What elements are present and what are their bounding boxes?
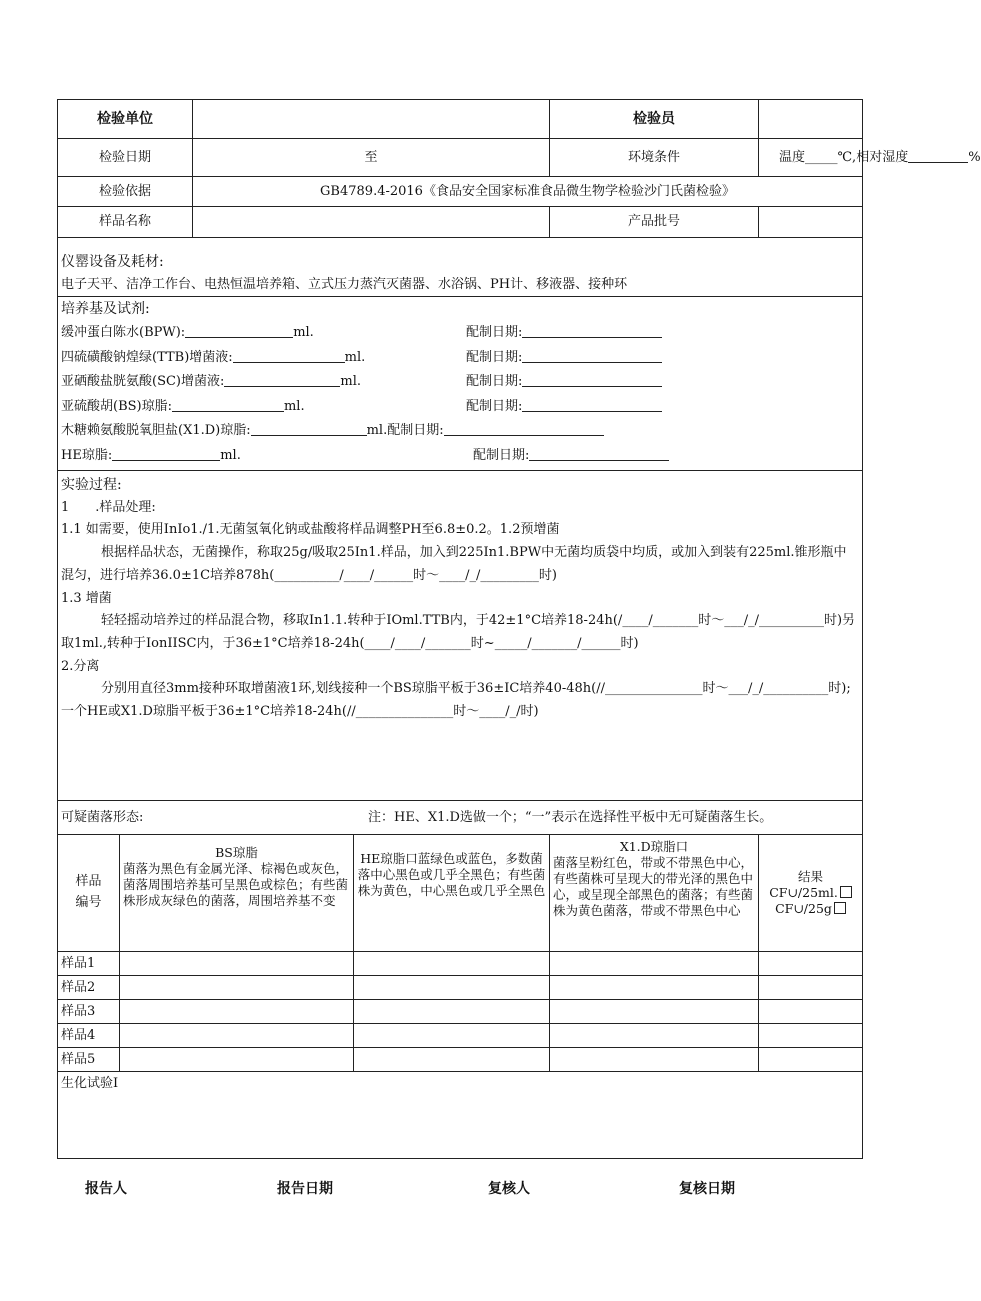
process-section	[58, 471, 863, 801]
media-title: 培养基及试剂:	[61, 301, 150, 317]
date-field[interactable]: 至	[193, 139, 550, 177]
table-row	[58, 952, 863, 976]
sample-row-label: 样品2	[58, 976, 120, 1000]
process-line-2: 1.1 如需要，使用InIo1./1.无菌氢氧化钠或盐酸将样品调整PH至6.8±0.2。1.2预增菌	[61, 522, 560, 538]
sample-name-label: 样品名称	[58, 207, 193, 238]
volume-blank[interactable]	[224, 372, 340, 387]
xld-cell[interactable]	[550, 976, 759, 1000]
bs-cell[interactable]	[120, 1000, 354, 1024]
col-sample-header: 样品编号	[58, 835, 120, 952]
volume-blank[interactable]	[251, 421, 367, 436]
result-cell[interactable]	[759, 1024, 863, 1048]
col-bs-header: BS琼脂 菌落为黑色有金属光泽、棕褐色或灰色，菌落周围培养基可呈黑色或棕色；有些菌株形成灰绿色的菌落，周围培养基不变	[120, 835, 354, 952]
he-cell[interactable]	[354, 1024, 550, 1048]
report-date-label: 报告日期	[277, 1181, 333, 1197]
media-line-sc: 亚硒酸盐胱氨酸(SC)增菌液: ml. 配制日期:	[61, 370, 859, 395]
date-blank[interactable]	[529, 446, 669, 461]
he-cell[interactable]	[354, 952, 550, 976]
basis-value: GB4789.4-2016《食品安全国家标准食品微生物学检验沙门氏菌检验》	[193, 177, 863, 207]
xld-cell[interactable]	[550, 1024, 759, 1048]
result-cell[interactable]	[759, 976, 863, 1000]
table-row	[58, 1048, 863, 1072]
he-cell[interactable]	[354, 1000, 550, 1024]
colony-title: 可疑菌落形态:	[61, 809, 144, 825]
equipment-media-section	[58, 238, 863, 471]
he-cell[interactable]	[354, 1048, 550, 1072]
inspection-record-form	[57, 99, 981, 1159]
date-blank[interactable]	[444, 421, 604, 436]
equipment-title: 仪罂设备及耗材:	[61, 254, 164, 270]
media-line-ttb: 四硫磺酸钠煌绿(TTB)增菌液: ml. 配制日期:	[61, 346, 859, 371]
checkbox-ml[interactable]	[840, 886, 852, 898]
media-line-bpw: 缓冲蛋白陈水(BPW): ml. 配制日期:	[61, 321, 859, 346]
col-result-header: 结果 CF∪/25ml. CF∪/25g	[759, 835, 863, 952]
media-line-xld: 木糖赖氨酸脱氧胆盐(X1.D)琼脂: ml.配制日期:	[61, 419, 859, 444]
process-title: 实验过程:	[61, 477, 122, 493]
sample-name-field[interactable]	[193, 207, 550, 238]
date-blank[interactable]	[522, 323, 662, 338]
process-line-7: 分别用直径3mm接种环取增菌液1环,划线接种一个BS琼脂平板于36±IC培养40-48h(//_______________时～___/_/__________时);一个HE或X1.D琼脂平板于36±1°C培养18-24h(//_______________时～____/_/时)	[61, 681, 851, 720]
date-blank[interactable]	[522, 372, 662, 387]
basis-label: 检验依据	[58, 177, 193, 207]
xld-cell[interactable]	[550, 1048, 759, 1072]
col-xld-header: X1.D琼脂口 菌落呈粉红色，带或不带黑色中心，有些菌株可呈现大的带光泽的黑色中心，或呈现全部黑色的菌落；有些菌株为黄色菌落，带或不带黑色中心	[550, 835, 759, 952]
unit-field[interactable]	[193, 100, 550, 139]
sample-row-label: 样品4	[58, 1024, 120, 1048]
xld-cell[interactable]	[550, 1000, 759, 1024]
sample-row-label: 样品3	[58, 1000, 120, 1024]
table-row	[58, 976, 863, 1000]
volume-blank[interactable]	[233, 348, 345, 363]
volume-blank[interactable]	[112, 446, 220, 461]
result-cell[interactable]	[759, 1048, 863, 1072]
he-cell[interactable]	[354, 976, 550, 1000]
table-row	[58, 1024, 863, 1048]
biochem-section[interactable]	[58, 1072, 863, 1159]
col-he-header: HE琼脂口蓝绿色或蓝色，多数菌落中心黑色或几乎全黑色；有些菌株为黄色，中心黑色或几乎全黑色	[354, 835, 550, 952]
colony-title-row	[58, 801, 863, 835]
unit-label: 检验单位	[58, 100, 193, 139]
media-line-he: HE琼脂: ml. 配制日期:	[61, 444, 859, 469]
process-line-4: 1.3 增菌	[61, 590, 112, 606]
xld-cell[interactable]	[550, 952, 759, 976]
process-line-5: 轻轻摇动培养过的样品混合物，移取In1.1.转种于IOml.TTB内，于42±1°C培养18-24h(/____/_______时～___/_/__________时)另取1ml.,转种于IonIISC内，于36±1°C培养18-24h(____/____/_______时~_____/_______/______时)	[61, 613, 856, 651]
bs-cell[interactable]	[120, 1024, 354, 1048]
media-line-bs: 亚硫酸胡(BS)琼脂: ml. 配制日期:	[61, 395, 859, 420]
volume-blank[interactable]	[185, 323, 293, 338]
env-field[interactable]: 温度_____℃,相对湿度 %	[759, 139, 863, 177]
checkbox-g[interactable]	[834, 902, 846, 914]
reporter-label: 报告人	[85, 1181, 127, 1197]
date-label: 检验日期	[58, 139, 193, 177]
inspector-label: 检验员	[550, 100, 759, 139]
bs-cell[interactable]	[120, 1048, 354, 1072]
result-cell[interactable]	[759, 1000, 863, 1024]
sample-row-label: 样品1	[58, 952, 120, 976]
batch-label: 产品批号	[550, 207, 759, 238]
biochem-title: 生化试验I	[61, 1076, 119, 1091]
bs-cell[interactable]	[120, 976, 354, 1000]
volume-blank[interactable]	[172, 397, 284, 412]
batch-field[interactable]	[759, 207, 863, 238]
form-table	[57, 99, 981, 1159]
table-row	[58, 1000, 863, 1024]
sample-row-label: 样品5	[58, 1048, 120, 1072]
review-date-label: 复核日期	[679, 1181, 735, 1197]
process-line-6: 2.分离	[61, 658, 100, 674]
process-line-1: 1 .样品处理:	[61, 499, 156, 515]
process-line-3: 根据样品状态，无菌操作，称取25g/吸取25In1.样品，加入到225In1.BPW中无菌均质袋中均质，或加入到装有225ml.锥形瓶中混匀，进行培养36.0±1C培养878h(__________/____/______时～____/_/_________时)	[61, 545, 847, 583]
equipment-items: 电子天平、洁净工作台、电热恒温培养箱、立式压力蒸汽灭菌器、水浴锅、PH计、移液器、接种环	[61, 277, 628, 292]
result-cell[interactable]	[759, 952, 863, 976]
date-blank[interactable]	[522, 397, 662, 412]
colony-note: 注：HE、X1.D选做一个；“一”表示在选择性平板中无可疑菌落生长。	[368, 809, 773, 825]
inspector-field[interactable]	[759, 100, 863, 139]
reviewer-label: 复核人	[488, 1181, 530, 1197]
env-label: 环境条件	[550, 139, 759, 177]
date-blank[interactable]	[522, 348, 662, 363]
bs-cell[interactable]	[120, 952, 354, 976]
